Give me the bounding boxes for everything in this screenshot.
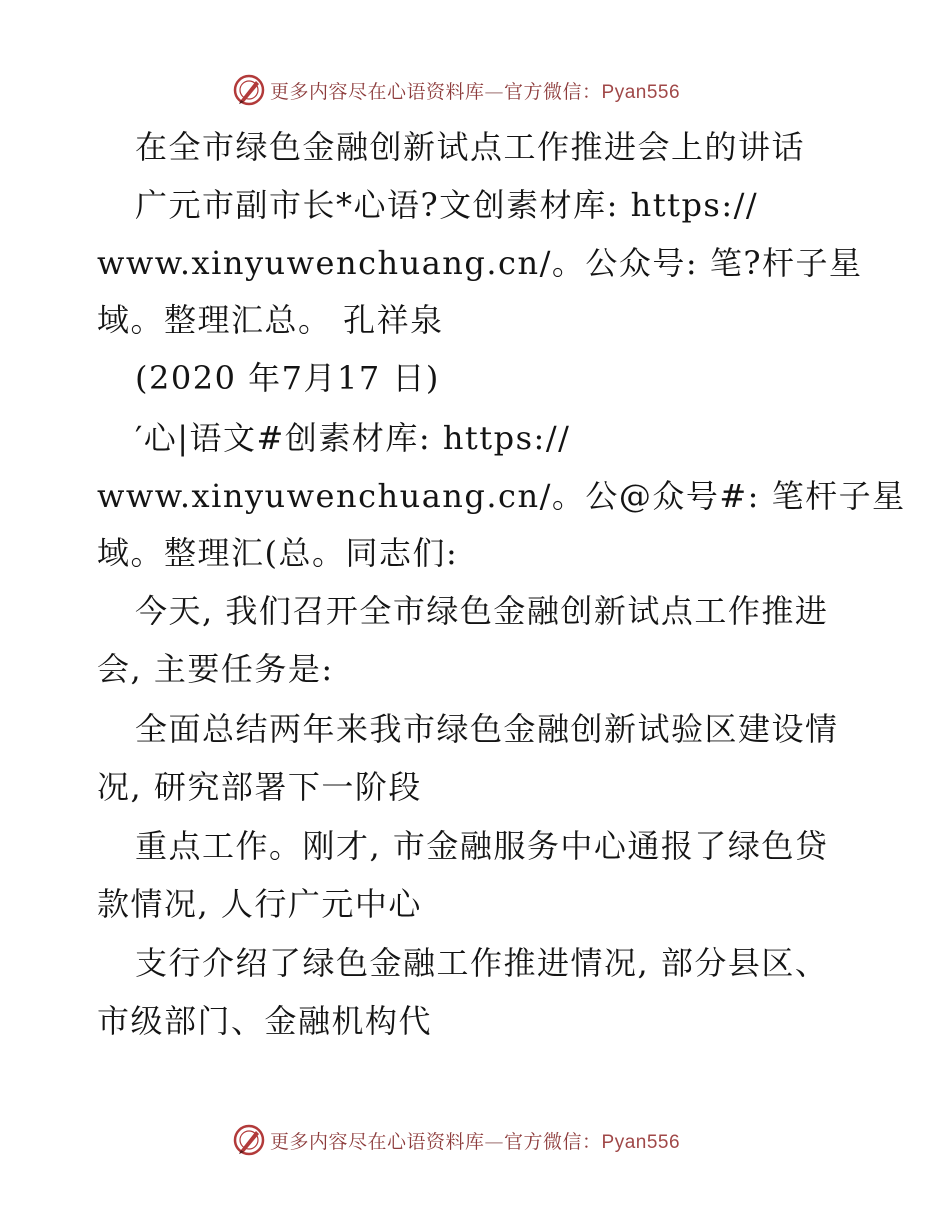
- pen-logo-icon: [232, 73, 266, 107]
- body-line: 支行介绍了绿色金融工作推进情况, 部分县区、: [135, 944, 829, 982]
- pen-logo-icon: [232, 1123, 266, 1157]
- body-line: 重点工作。刚才, 市金融服务中心通报了绿色贷: [135, 827, 829, 865]
- body-line: 域。整理汇总。 孔祥泉: [97, 301, 444, 339]
- body-line: ′心|语文#创素材库: https://: [135, 419, 571, 457]
- document-title: 在全市绿色金融创新试点工作推进会上的讲话: [135, 128, 806, 166]
- banner-wechat-id: Pyan556: [601, 1131, 681, 1153]
- banner-wechat-label: 官方微信：: [504, 1130, 602, 1153]
- body-line: 广元市副市长*心语?文创素材库: https://: [135, 186, 759, 224]
- header-banner: [232, 70, 680, 110]
- body-line: 全面总结两年来我市绿色金融创新试验区建设情: [135, 710, 839, 748]
- body-line: 域。整理汇(总。同志们:: [97, 534, 459, 572]
- header-banner-text: [270, 77, 680, 104]
- body-line: 款情况, 人行广元中心: [97, 885, 422, 923]
- body-line: 况, 研究部署下一阶段: [97, 768, 422, 806]
- body-line: www.xinyuwenchuang.cn/。公众号: 笔?杆子星: [97, 244, 863, 282]
- banner-wechat-id: Pyan556: [601, 81, 681, 103]
- banner-separator: —: [484, 80, 505, 103]
- banner-main-text: 更多内容尽在心语资料库: [270, 80, 485, 103]
- footer-banner-text: [270, 1127, 680, 1154]
- body-line: 今天, 我们召开全市绿色金融创新试点工作推进: [135, 592, 829, 630]
- footer-banner: [232, 1120, 680, 1160]
- body-line: www.xinyuwenchuang.cn/。公@众号#: 笔杆子星: [97, 477, 906, 515]
- date-line: (2020 年7月17 日): [135, 359, 440, 397]
- banner-wechat-label: 官方微信：: [504, 80, 602, 103]
- body-line: 市级部门、金融机构代: [97, 1002, 433, 1040]
- banner-separator: —: [484, 1130, 505, 1153]
- body-line: 会, 主要任务是:: [97, 650, 334, 688]
- banner-main-text: 更多内容尽在心语资料库: [270, 1130, 485, 1153]
